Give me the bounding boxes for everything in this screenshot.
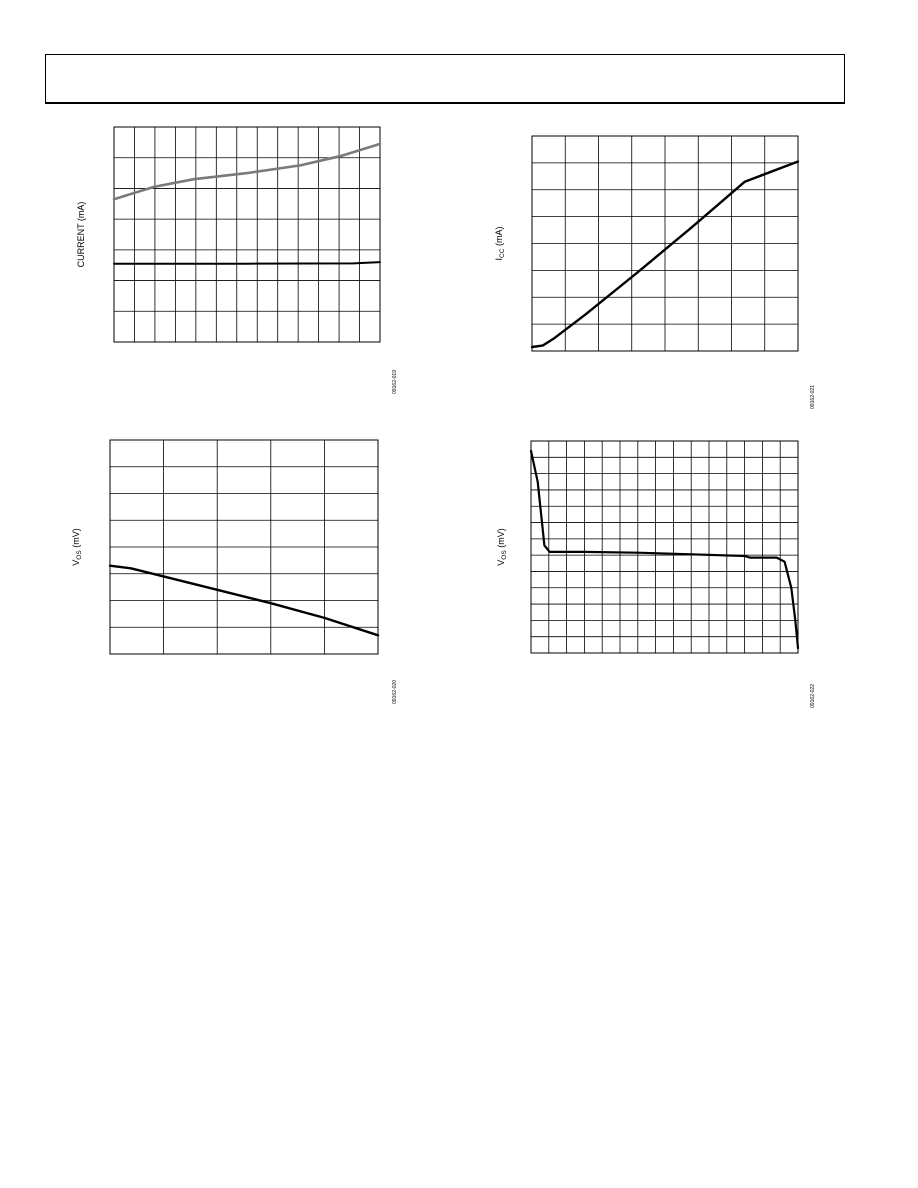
- figure-number: 09162-021: [810, 385, 816, 409]
- series-line-2: [114, 262, 380, 264]
- series-line-1: [114, 144, 380, 199]
- chart-icc-ma: [490, 130, 816, 409]
- chart-current-ma: [70, 120, 415, 394]
- page-header-box: [45, 54, 845, 104]
- y-axis-label: CURRENT (mA): [76, 201, 86, 268]
- plot-frame: [531, 441, 798, 653]
- chart-vos-mv-right: [490, 432, 816, 708]
- y-axis-label: $V_{OS}$ (mV): [496, 528, 508, 566]
- y-axis-label: $V_{OS}$ (mV): [71, 528, 83, 566]
- grid: [532, 136, 798, 351]
- series-line-1: [531, 451, 798, 648]
- grid: [114, 127, 380, 342]
- grid: [531, 441, 798, 653]
- y-axis-label: $I_{CC}$ (mA): [494, 226, 506, 261]
- figure-number: 09162-019: [392, 370, 398, 394]
- figure-number: 09162-022: [810, 684, 816, 708]
- chart-vos-mv-left: [65, 430, 398, 704]
- figure-number: 09162-020: [392, 680, 398, 704]
- plot-frame: [114, 127, 380, 342]
